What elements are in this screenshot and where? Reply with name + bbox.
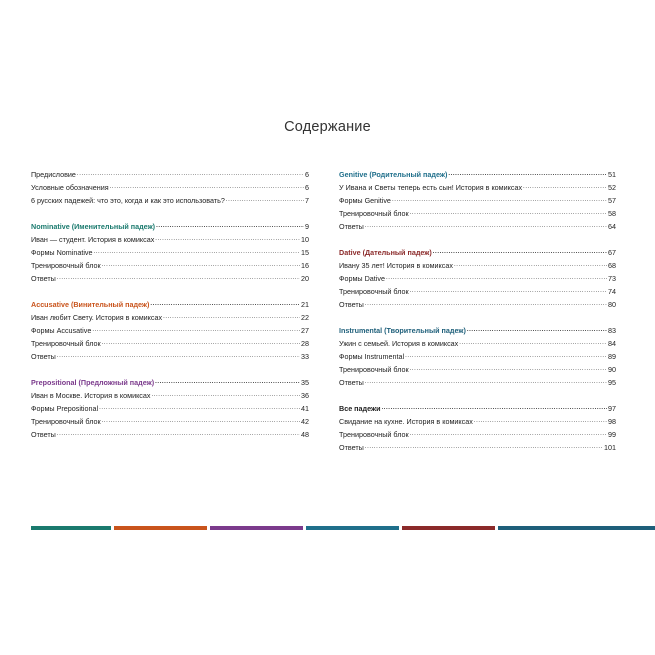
toc-page-number: 52 (608, 183, 616, 192)
toc-entry[interactable] (31, 426, 309, 439)
toc-entry[interactable] (339, 361, 616, 374)
toc-entry-title: Тренировочный блок (339, 365, 409, 374)
color-bar (31, 526, 111, 530)
toc-entry-title: Тренировочный блок (31, 261, 101, 270)
toc-entry[interactable] (31, 192, 309, 205)
toc-section-heading[interactable] (31, 296, 309, 309)
color-bar (306, 526, 399, 530)
toc-entry-title: Тренировочный блок (31, 339, 101, 348)
toc-entry[interactable] (339, 439, 616, 452)
toc-leader-dots (365, 222, 607, 231)
color-bar (114, 526, 207, 530)
toc-leader-dots (152, 391, 301, 400)
toc-entry-title: Ответы (339, 222, 364, 231)
toc-entry-title: Ужин с семьей. История в комиксах (339, 339, 459, 348)
toc-leader-dots (459, 339, 607, 348)
toc-entry[interactable] (339, 179, 616, 192)
toc-page-number: 95 (608, 378, 616, 387)
toc-entry[interactable] (339, 218, 616, 231)
toc-entry[interactable] (339, 335, 616, 348)
section-gap (31, 361, 309, 374)
toc-leader-dots (433, 248, 607, 257)
toc-entry[interactable] (31, 387, 309, 400)
toc-entry-title: Ответы (31, 274, 56, 283)
toc-page-number: 58 (608, 209, 616, 218)
toc-leader-dots (410, 209, 607, 218)
toc-page-number: 33 (301, 352, 309, 361)
toc-page-number: 67 (608, 248, 616, 257)
toc-page-number: 20 (301, 274, 309, 283)
toc-entry[interactable] (31, 400, 309, 413)
section-gap (339, 387, 616, 400)
toc-leader-dots (410, 365, 607, 374)
toc-leader-dots (156, 222, 304, 231)
toc-entry-title: Ответы (339, 300, 364, 309)
toc-entry[interactable] (339, 374, 616, 387)
toc-leader-dots (392, 196, 607, 205)
toc-leader-dots (155, 378, 300, 387)
toc-section-heading[interactable] (339, 400, 616, 413)
toc-section-heading[interactable] (339, 322, 616, 335)
toc-entry-title: 6 русских падежей: что это, когда и как это использовать? (31, 196, 225, 205)
toc-entry-title: Тренировочный блок (339, 209, 409, 218)
toc-entry-title: Условные обозначения (31, 183, 109, 192)
toc-page-number: 15 (301, 248, 309, 257)
toc-page-number: 51 (608, 170, 616, 179)
toc-leader-dots (163, 313, 300, 322)
toc-leader-dots (102, 417, 300, 426)
toc-entry-title: Ответы (339, 378, 364, 387)
toc-entry-title: У Ивана и Светы теперь есть сын! История в комиксах (339, 183, 523, 192)
toc-entry-title: Формы Prepositional (31, 404, 99, 413)
toc-page-number: 74 (608, 287, 616, 296)
toc-entry-title: Genitive (Родительный падеж) (339, 170, 448, 179)
toc-leader-dots (454, 261, 607, 270)
toc-leader-dots (386, 274, 607, 283)
toc-entry-title: Иван любит Свету. История в комиксах (31, 313, 163, 322)
toc-entry-title: Все падежи (339, 404, 381, 413)
toc-entry-title: Предисловие (31, 170, 76, 179)
toc-entry[interactable] (31, 257, 309, 270)
toc-leader-dots (410, 430, 607, 439)
toc-entry-title: Формы Nominative (31, 248, 93, 257)
page-title: Содержание (284, 119, 371, 135)
toc-entry[interactable] (31, 309, 309, 322)
toc-page-number: 21 (301, 300, 309, 309)
toc-leader-dots (448, 170, 607, 179)
toc-leader-dots (405, 352, 607, 361)
toc-entry[interactable] (339, 270, 616, 283)
toc-page-number: 83 (608, 326, 616, 335)
toc-entry[interactable] (339, 283, 616, 296)
toc-leader-dots (102, 339, 300, 348)
toc-page-number: 6 (305, 170, 309, 179)
toc-leader-dots (102, 261, 300, 270)
toc-entry-title: Тренировочный блок (339, 287, 409, 296)
toc-page-number: 80 (608, 300, 616, 309)
toc-page-number: 57 (608, 196, 616, 205)
toc-entry[interactable] (339, 413, 616, 426)
toc-leader-dots (467, 326, 607, 335)
toc-leader-dots (92, 326, 300, 335)
toc-entry[interactable] (31, 231, 309, 244)
section-gap (339, 309, 616, 322)
toc-leader-dots (57, 274, 300, 283)
toc-entry-title: Prepositional (Предложный падеж) (31, 378, 155, 387)
color-bar (402, 526, 495, 530)
color-bar (498, 526, 655, 530)
toc-entry[interactable] (31, 179, 309, 192)
toc-page-number: 64 (608, 222, 616, 231)
toc-entry[interactable] (31, 335, 309, 348)
toc-entry-title: Формы Genitive (339, 196, 391, 205)
color-bar-strip (31, 526, 655, 530)
toc-leader-dots (99, 404, 300, 413)
toc-entry[interactable] (31, 244, 309, 257)
toc-leader-dots (382, 404, 608, 413)
toc-entry[interactable] (31, 166, 309, 179)
toc-page-number: 101 (604, 443, 616, 452)
toc-page-number: 6 (305, 183, 309, 192)
toc-left-column (31, 166, 309, 439)
toc-entry[interactable] (339, 192, 616, 205)
toc-leader-dots (523, 183, 607, 192)
toc-page-number: 10 (301, 235, 309, 244)
toc-entry-title: Иван в Москве. История в комиксах (31, 391, 151, 400)
toc-entry[interactable] (31, 348, 309, 361)
toc-entry-title: Instrumental (Творительный падеж) (339, 326, 466, 335)
toc-entry-title: Accusative (Винительный падеж) (31, 300, 150, 309)
toc-page-number: 84 (608, 339, 616, 348)
toc-page-number: 89 (608, 352, 616, 361)
toc-page-number: 9 (305, 222, 309, 231)
toc-leader-dots (94, 248, 300, 257)
toc-page-number: 73 (608, 274, 616, 283)
toc-page-number: 41 (301, 404, 309, 413)
toc-leader-dots (365, 300, 607, 309)
toc-leader-dots (410, 287, 607, 296)
toc-entry[interactable] (339, 426, 616, 439)
toc-leader-dots (57, 430, 300, 439)
toc-page-number: 48 (301, 430, 309, 439)
toc-page-number: 42 (301, 417, 309, 426)
toc-entry-title: Формы Dative (339, 274, 385, 283)
section-gap (31, 283, 309, 296)
toc-leader-dots (57, 352, 300, 361)
toc-page-number: 7 (305, 196, 309, 205)
toc-entry-title: Ивану 35 лет! История в комиксах (339, 261, 453, 270)
toc-entry-title: Иван — студент. История в комиксах (31, 235, 155, 244)
toc-entry[interactable] (339, 205, 616, 218)
toc-entry[interactable] (31, 270, 309, 283)
toc-page-number: 68 (608, 261, 616, 270)
toc-leader-dots (226, 196, 304, 205)
toc-section-heading[interactable] (339, 244, 616, 257)
toc-section-heading[interactable] (31, 218, 309, 231)
toc-entry[interactable] (339, 296, 616, 309)
toc-entry[interactable] (339, 348, 616, 361)
toc-page-number: 35 (301, 378, 309, 387)
toc-page-number: 97 (608, 404, 616, 413)
toc-page-number: 22 (301, 313, 309, 322)
toc-page-number: 99 (608, 430, 616, 439)
toc-leader-dots (474, 417, 607, 426)
toc-page-number: 16 (301, 261, 309, 270)
toc-leader-dots (110, 183, 304, 192)
toc-section-heading[interactable] (339, 166, 616, 179)
toc-entry[interactable] (31, 322, 309, 335)
toc-entry-title: Формы Accusative (31, 326, 92, 335)
toc-entry-title: Ответы (31, 430, 56, 439)
toc-page-number: 27 (301, 326, 309, 335)
toc-entry-title: Ответы (31, 352, 56, 361)
toc-entry-title: Формы Instrumental (339, 352, 405, 361)
toc-entry-title: Тренировочный блок (31, 417, 101, 426)
toc-entry-title: Свидание на кухне. История в комиксах (339, 417, 473, 426)
toc-page-number: 90 (608, 365, 616, 374)
toc-page-number: 98 (608, 417, 616, 426)
toc-leader-dots (365, 443, 603, 452)
toc-entry-title: Dative (Дательный падеж) (339, 248, 432, 257)
toc-leader-dots (150, 300, 300, 309)
toc-entry-title: Тренировочный блок (339, 430, 409, 439)
section-gap (31, 205, 309, 218)
color-bar (210, 526, 303, 530)
toc-leader-dots (77, 170, 304, 179)
toc-entry[interactable] (339, 257, 616, 270)
toc-entry-title: Nominative (Именительный падеж) (31, 222, 156, 231)
toc-page-number: 36 (301, 391, 309, 400)
toc-section-heading[interactable] (31, 374, 309, 387)
toc-right-column (339, 166, 616, 452)
toc-page-number: 28 (301, 339, 309, 348)
section-gap (339, 231, 616, 244)
toc-leader-dots (155, 235, 300, 244)
toc-leader-dots (365, 378, 607, 387)
toc-entry-title: Ответы (339, 443, 364, 452)
toc-entry[interactable] (31, 413, 309, 426)
